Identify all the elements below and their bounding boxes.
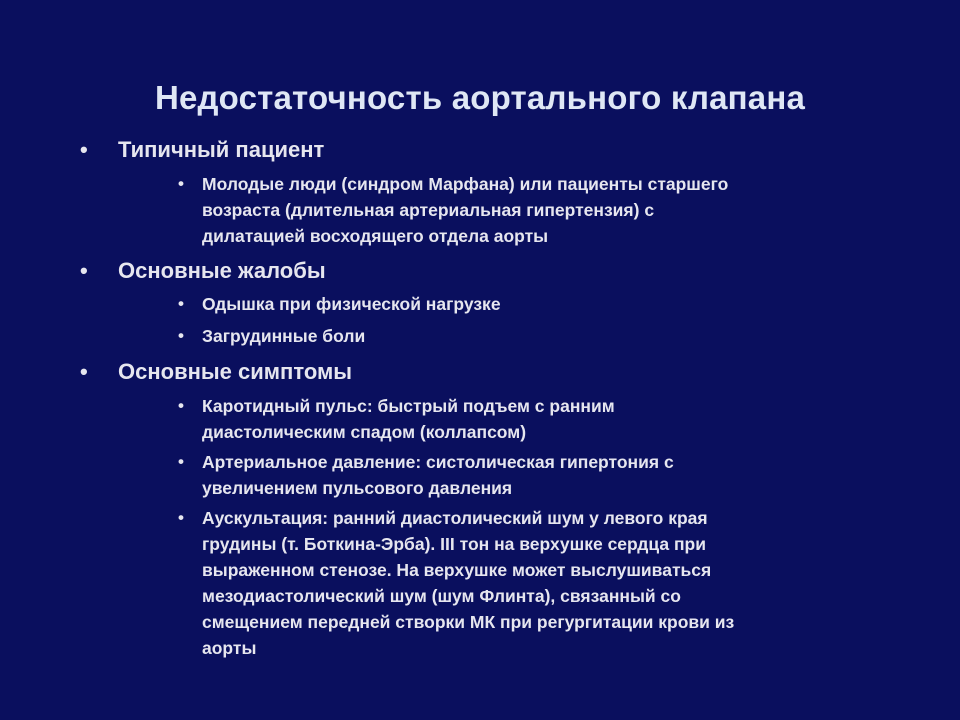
list-item [178,393,868,445]
list-item [178,505,868,661]
bullet-icon: • [178,452,184,471]
bullet-icon: • [80,258,88,283]
list-item [178,291,868,317]
list-item [178,449,868,501]
section-heading: Типичный пациент [118,137,325,162]
bullet-icon: • [178,326,184,345]
list-item-text: Аускультация: ранний диастолический шум у левого края грудины (т. Боткина-Эрба). III тон на верхушке сердца при выраженном стенозе. На верхушке может выслушиваться мезодиастолический шум (шум Флинта), связанный со смещением передней створки МК при регургитации крови из аорты [202,508,735,658]
list-item-text: Одышка при физической нагрузке [202,294,501,314]
list-item-text: Артериальное давление: систолическая гипертония с увеличением пульсового давления [202,452,674,498]
bullet-icon: • [178,174,184,193]
bullet-icon: • [178,294,184,313]
list-item [178,171,868,249]
section-heading: Основные жалобы [118,258,326,283]
section-heading: Основные симптомы [118,359,353,384]
bullet-icon: • [80,137,88,162]
list-item-text: Каротидный пульс: быстрый подъем с ранним диастолическим спадом (коллапсом) [202,396,615,442]
slide-title: Недостаточность аортального клапана [154,79,806,116]
list-item-text: Загрудинные боли [202,326,366,346]
bullet-icon: • [80,359,88,384]
bullet-icon: • [178,508,184,527]
list-item [178,323,868,349]
list-item-text: Молодые люди (синдром Марфана) или пациенты старшего возраста (длительная артериальная гипертензия) с дилатацией восходящего отдела аорты [202,174,729,246]
bullet-icon: • [178,396,184,415]
